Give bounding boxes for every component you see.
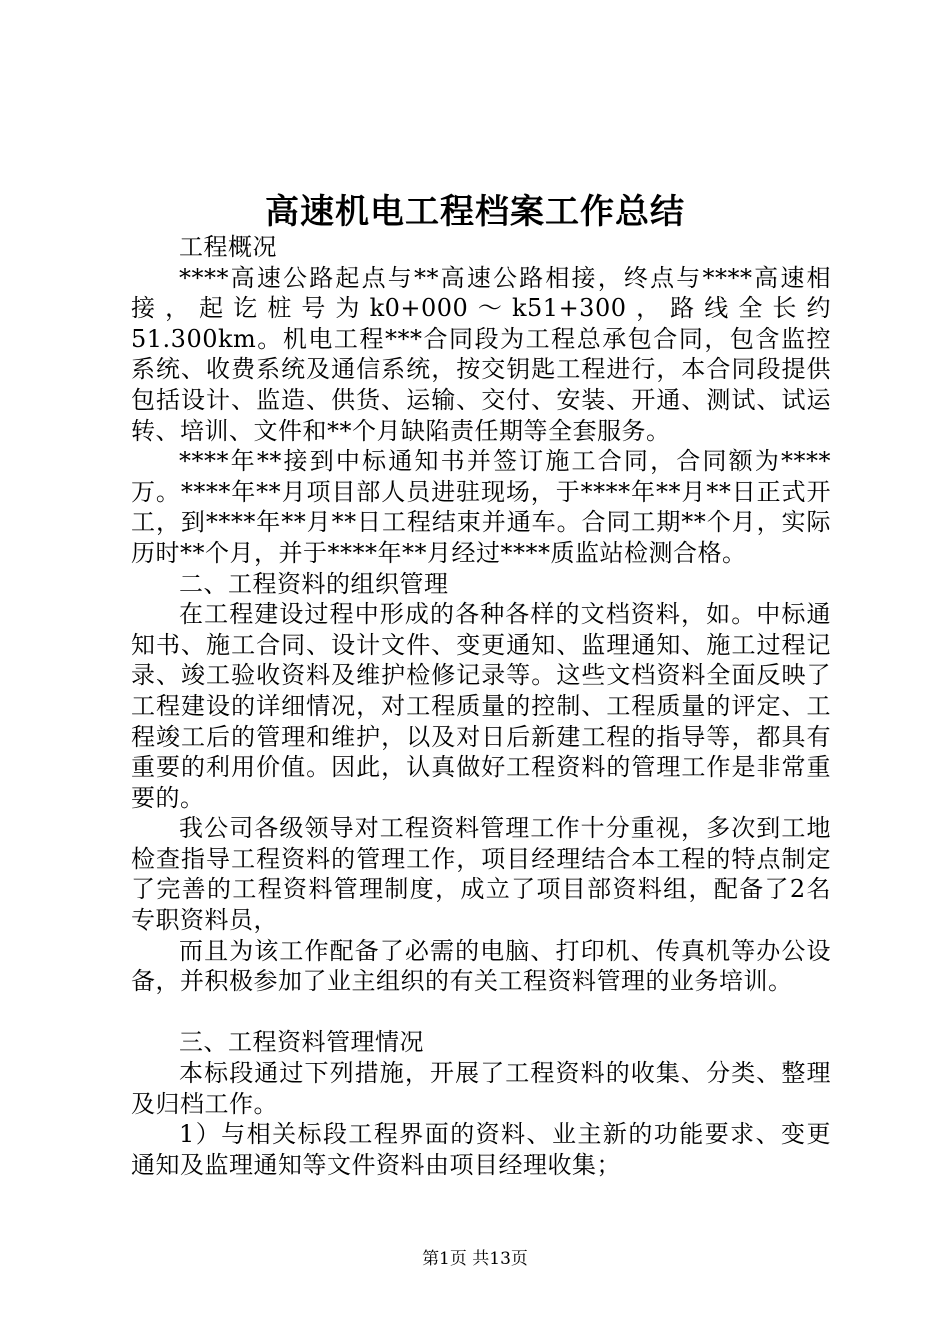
paragraph-document-types: 在工程建设过程中形成的各种各样的文档资料，如。中标通知书、施工合同、设计文件、变更通知、监理通知、施工过程记录、竣工验收资料及维护检修记录等。这些文档资料全面反映了工程建设的详细情况，对工程质量的控制、工程质量的评定、工程竣工后的管理和维护，以及对日后新建工程的指导等，都具有重要的利用价值。因此，认真做好工程资料的管理工作是非常重要的。 [131, 600, 831, 812]
section-heading-overview: 工程概况 [179, 233, 277, 261]
page-footer: 第1页 共13页 [422, 1249, 528, 1269]
section-heading-management: 三、工程资料管理情况 [179, 1028, 424, 1057]
document-body [131, 232, 831, 1180]
paragraph-leadership: 我公司各级领导对工程资料管理工作十分重视，多次到工地检查指导工程资料的管理工作，项目经理结合本工程的特点制定了完善的工程资料管理制度，成立了项目部资料组，配备了2名专职资料员， [131, 814, 831, 935]
paragraph-equipment: 而且为该工作配备了必需的电脑、打印机、传真机等办公设备，并积极参加了业主组织的有关工程资料管理的业务培训。 [131, 936, 831, 996]
paragraph-measures: 本标段通过下列措施，开展了工程资料的收集、分类、整理及归档工作。 [131, 1059, 831, 1118]
document-title: 高速机电工程档案工作总结 [265, 192, 685, 232]
paragraph-contract-timeline: ****年**接到中标通知书并签订施工合同，合同额为****万。****年**月项目部人员进驻现场，于****年**月**日正式开工，到****年**月**日工程结束并通车。合同工期**个月，实际历时**个月，并于****年**月经过****质监站检测合格。 [131, 447, 831, 567]
section-heading-organization: 二、工程资料的组织管理 [179, 569, 449, 598]
paragraph-project-description: ****高速公路起点与**高速公路相接，终点与****高速相接，起讫桩号为k0+000～k51+300，路线全长约51.300km。机电工程***合同段为工程总承包合同，包含监控系统、收费系统及通信系统，按交钥匙工程进行，本合同段提供包括设计、监造、供货、运输、交付、安装、开通、测试、试运转、培训、文件和**个月缺陷责任期等全套服务。 [131, 263, 831, 445]
paragraph-item-1: 1）与相关标段工程界面的资料、业主新的功能要求、变更通知及监理通知等文件资料由项目经理收集； [131, 1120, 831, 1179]
